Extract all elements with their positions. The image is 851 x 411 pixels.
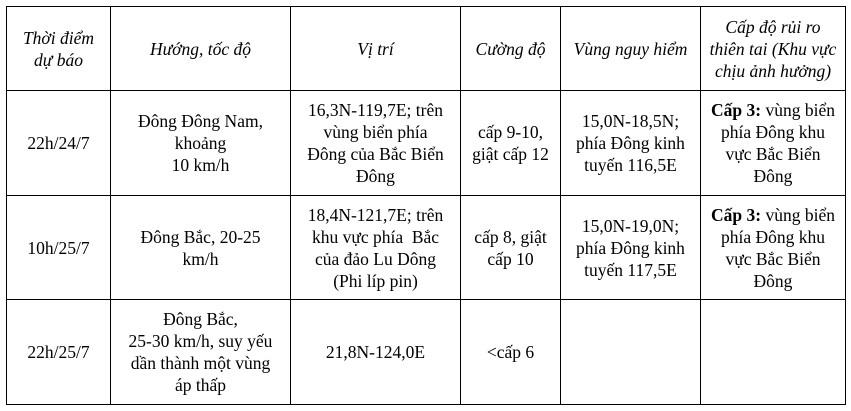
cell-risk-level <box>701 196 846 300</box>
risk-area-line: phía Đông khu <box>720 122 826 142</box>
header-time-line1: Thời điểm <box>22 27 95 48</box>
position-line: 21,8N-124,0E <box>325 342 426 362</box>
cell-danger-zone <box>561 300 701 405</box>
direction-line: Đông Bắc, 20-25 <box>140 226 261 247</box>
cell-risk-level <box>701 91 846 196</box>
header-risk-line1: Cấp độ rủi ro <box>725 16 821 37</box>
table-header-row <box>7 7 846 91</box>
header-risk-line3: chịu ảnh hưởng) <box>714 60 832 81</box>
cell-position <box>291 196 461 300</box>
cell-intensity <box>461 196 561 300</box>
intensity-line: <cấp 6 <box>486 342 535 362</box>
direction-line: 25-30 km/h, suy yếu <box>128 331 273 351</box>
header-direction <box>111 7 291 91</box>
header-position <box>291 7 461 91</box>
intensity-line: giật cấp 12 <box>472 144 549 164</box>
danger-zone-line: tuyến 116,5E <box>584 155 677 175</box>
intensity-line: cấp 9-10, <box>477 122 544 142</box>
header-danger-zone <box>561 7 701 91</box>
header-direction-line1: Hướng, tốc độ <box>149 38 252 59</box>
cell-intensity <box>461 91 561 196</box>
cell-time <box>7 196 111 300</box>
direction-line: Đông Đông Nam, <box>138 111 263 131</box>
header-intensity-line1: Cường độ <box>475 38 546 59</box>
intensity-line: cấp 8, giật <box>474 226 547 247</box>
header-time <box>7 7 111 91</box>
position-line: vùng biển phía <box>323 122 428 142</box>
header-risk-level <box>701 7 846 91</box>
position-line: 16,3N-119,7E; trên <box>308 100 443 120</box>
risk-level-label: Cấp 3: <box>711 100 762 120</box>
position-line: khu vực phía Bắc <box>311 226 440 247</box>
position-line: Đông <box>356 166 395 186</box>
time-text: 10h/25/7 <box>27 237 90 258</box>
risk-area-line: Đông <box>753 270 793 291</box>
cell-direction <box>111 91 291 196</box>
risk-area-line: vực Bắc Biển <box>725 248 821 269</box>
time-text: 22h/25/7 <box>27 342 90 362</box>
cell-intensity <box>461 300 561 405</box>
risk-level-label: Cấp 3: <box>711 204 762 225</box>
direction-line: khoảng <box>174 133 227 153</box>
cell-risk-level <box>701 300 846 405</box>
header-danger-zone-line1: Vùng nguy hiểm <box>573 38 688 59</box>
position-line: Đông của Bắc Biển <box>307 144 444 164</box>
header-position-line1: Vị trí <box>357 38 394 59</box>
cell-position <box>291 300 461 405</box>
danger-zone-line: phía Đông kinh <box>576 237 685 258</box>
header-time-line2: dự báo <box>34 49 83 70</box>
table-row <box>7 196 846 300</box>
cell-danger-zone <box>561 91 701 196</box>
direction-line: 10 km/h <box>171 155 230 175</box>
position-line: 18,4N-121,7E; trên <box>307 204 444 225</box>
position-line: của đảo Lu Dông <box>314 248 436 269</box>
table-row <box>7 300 846 405</box>
risk-area-line: Đông <box>753 166 793 186</box>
risk-area-line: vực Bắc Biển <box>725 144 821 164</box>
cell-danger-zone <box>561 196 701 300</box>
danger-zone-line: tuyến 117,5E <box>584 259 677 280</box>
intensity-line: cấp 10 <box>487 248 534 269</box>
cell-direction <box>111 196 291 300</box>
cell-time <box>7 300 111 405</box>
cell-position <box>291 91 461 196</box>
direction-line: áp thấp <box>174 375 227 395</box>
danger-zone-line: phía Đông kinh <box>576 133 685 153</box>
danger-zone-line: 15,0N-19,0N; <box>581 215 680 236</box>
forecast-table <box>6 6 846 405</box>
direction-line: dần thành một vùng <box>130 353 271 373</box>
direction-line: Đông Bắc, <box>163 309 238 329</box>
table-row <box>7 91 846 196</box>
header-intensity <box>461 7 561 91</box>
risk-area-line: vùng biển <box>765 100 835 120</box>
direction-line: km/h <box>182 248 219 269</box>
risk-area-line: phía Đông khu <box>720 226 826 247</box>
danger-zone-line: 15,0N-18,5N; <box>581 111 680 131</box>
header-risk-line2: thiên tai (Khu vực <box>709 38 837 59</box>
cell-direction <box>111 300 291 405</box>
position-line: (Phi líp pin) <box>333 270 418 291</box>
cell-time <box>7 91 111 196</box>
risk-area-line: vùng biển <box>765 204 835 225</box>
time-text: 22h/24/7 <box>27 133 90 153</box>
